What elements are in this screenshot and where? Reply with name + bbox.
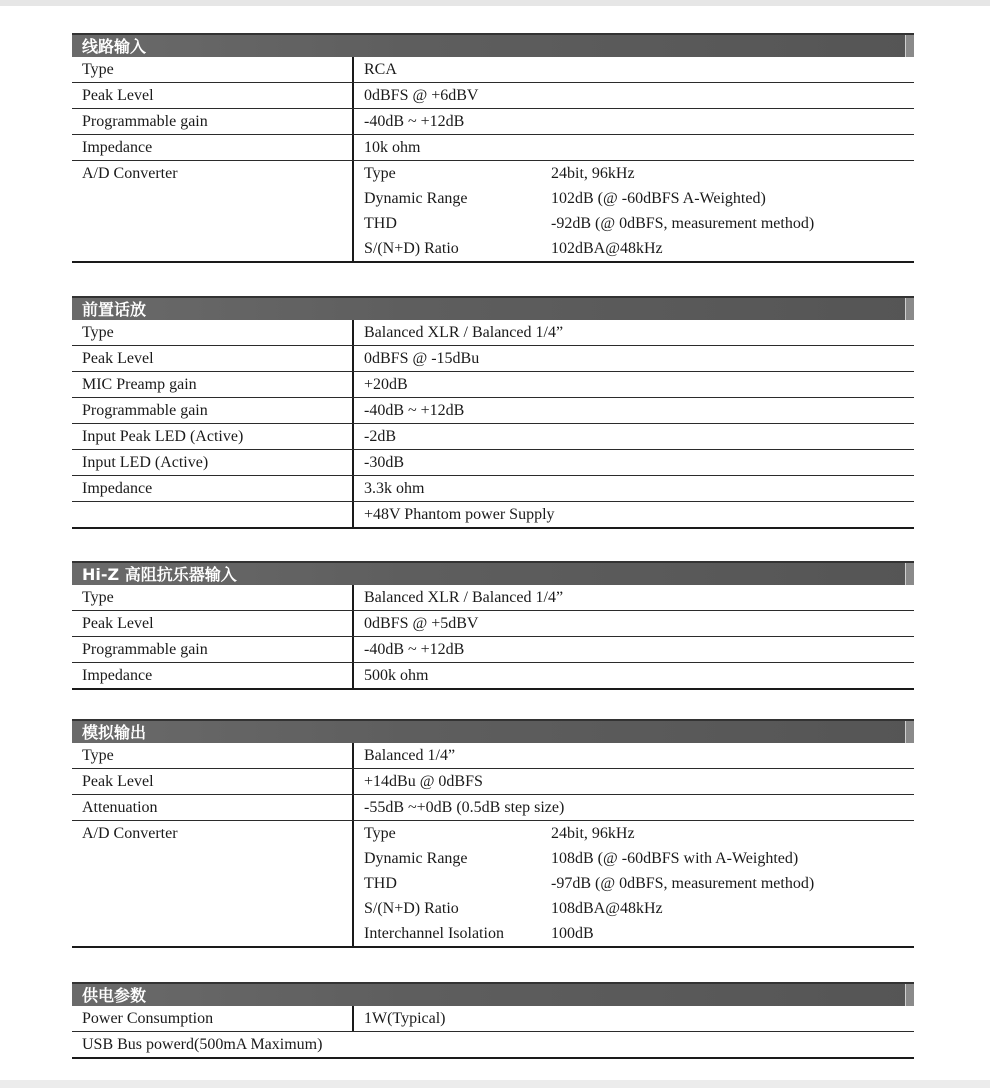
spec-value: -2dB — [352, 424, 914, 449]
sub-spec-label: Interchannel Isolation — [364, 925, 504, 942]
section-title: 前置话放 — [72, 296, 914, 320]
sub-spec-value: 24bit, 96kHz — [551, 165, 635, 182]
spec-label: Peak Level — [82, 773, 154, 790]
spec-row — [72, 320, 914, 346]
section-title: 线路输入 — [72, 33, 914, 57]
spec-row — [72, 135, 914, 161]
spec-value: -55dB ~+0dB (0.5dB step size) — [352, 795, 914, 820]
section-title: 模拟输出 — [72, 719, 914, 743]
sub-spec-row — [364, 211, 914, 236]
section-power — [72, 982, 914, 1059]
spec-value: 0dBFS @ +5dBV — [352, 611, 914, 636]
spec-value: 10k ohm — [352, 135, 914, 160]
spec-label: A/D Converter — [82, 825, 178, 842]
spec-sub-table — [352, 161, 914, 261]
sub-spec-row — [364, 871, 914, 896]
sub-spec-row — [364, 821, 914, 846]
spec-label: A/D Converter — [82, 165, 178, 182]
section-title: 供电参数 — [72, 982, 914, 1006]
spec-row — [72, 476, 914, 502]
spec-row — [72, 663, 914, 690]
spec-row — [72, 83, 914, 109]
sub-spec-value: 24bit, 96kHz — [551, 825, 635, 842]
sub-spec-row — [364, 161, 914, 186]
spec-row — [72, 398, 914, 424]
spec-label: Attenuation — [82, 799, 158, 816]
spec-row — [72, 57, 914, 83]
section-preamp — [72, 296, 914, 529]
spec-value: 0dBFS @ -15dBu — [352, 346, 914, 371]
sub-spec-label: S/(N+D) Ratio — [364, 900, 459, 917]
spec-label: Type — [82, 589, 114, 606]
spec-value: -40dB ~ +12dB — [352, 398, 914, 423]
spec-label: Input Peak LED (Active) — [82, 428, 244, 445]
spec-sub-table — [352, 821, 914, 946]
spec-label: USB Bus powerd(500mA Maximum) — [82, 1036, 323, 1053]
spec-row — [72, 372, 914, 398]
spec-label: Type — [82, 324, 114, 341]
spec-value: Balanced XLR / Balanced 1/4” — [352, 320, 914, 345]
spec-value: Balanced XLR / Balanced 1/4” — [352, 585, 914, 610]
spec-label: Impedance — [82, 667, 153, 684]
sub-spec-label: Dynamic Range — [364, 850, 468, 867]
spec-value: +20dB — [352, 372, 914, 397]
spec-row — [72, 1006, 914, 1032]
spec-value: +14dBu @ 0dBFS — [352, 769, 914, 794]
sub-spec-label: THD — [364, 215, 397, 232]
spec-value: 3.3k ohm — [352, 476, 914, 501]
spec-row — [72, 450, 914, 476]
spec-label: Programmable gain — [82, 402, 208, 419]
sub-spec-row — [364, 236, 914, 261]
spec-label: Peak Level — [82, 87, 154, 104]
spec-label: Input LED (Active) — [82, 454, 209, 471]
spec-row — [72, 769, 914, 795]
spec-row — [72, 743, 914, 769]
spec-value: -40dB ~ +12dB — [352, 637, 914, 662]
sub-spec-value: 108dB (@ -60dBFS with A-Weighted) — [551, 850, 799, 867]
sub-spec-row — [364, 896, 914, 921]
spec-label: Power Consumption — [82, 1010, 214, 1027]
spec-label: Peak Level — [82, 350, 154, 367]
spec-value: 0dBFS @ +6dBV — [352, 83, 914, 108]
spec-row — [72, 637, 914, 663]
spec-row — [72, 346, 914, 372]
spec-label — [72, 502, 352, 527]
top-border — [0, 0, 990, 6]
section-hi-z-input — [72, 561, 914, 690]
spec-label: Peak Level — [82, 615, 154, 632]
spec-row — [72, 585, 914, 611]
sub-spec-value: 108dBA@48kHz — [551, 900, 663, 917]
spec-row — [72, 161, 914, 263]
sub-spec-row — [364, 186, 914, 211]
spec-label: Type — [82, 747, 114, 764]
spec-value: -40dB ~ +12dB — [352, 109, 914, 134]
spec-value: +48V Phantom power Supply — [352, 502, 914, 527]
spec-row — [72, 424, 914, 450]
section-title: Hi-Z 高阻抗乐器输入 — [72, 561, 914, 585]
bottom-border — [0, 1080, 990, 1088]
spec-row — [72, 1032, 914, 1059]
spec-value: 1W(Typical) — [352, 1006, 914, 1031]
spec-label: MIC Preamp gain — [82, 376, 197, 393]
sub-spec-label: THD — [364, 875, 397, 892]
spec-row — [72, 611, 914, 637]
sub-spec-row — [364, 921, 914, 946]
sub-spec-row — [364, 846, 914, 871]
sub-spec-value: -92dB (@ 0dBFS, measurement method) — [551, 215, 815, 232]
section-analog-output — [72, 719, 914, 948]
spec-row — [72, 795, 914, 821]
spec-row — [72, 821, 914, 948]
section-line-input — [72, 33, 914, 263]
sub-spec-value: 100dB — [551, 925, 594, 942]
sub-spec-label: Type — [364, 165, 396, 182]
spec-label: Programmable gain — [82, 113, 208, 130]
spec-value: 500k ohm — [352, 663, 914, 688]
spec-row — [72, 502, 914, 529]
sub-spec-label: Type — [364, 825, 396, 842]
spec-label: Impedance — [82, 139, 153, 156]
sub-spec-label: S/(N+D) Ratio — [364, 240, 459, 257]
spec-value: Balanced 1/4” — [352, 743, 914, 768]
sub-spec-value: 102dBA@48kHz — [551, 240, 663, 257]
spec-label: Type — [82, 61, 114, 78]
sub-spec-value: 102dB (@ -60dBFS A-Weighted) — [551, 190, 766, 207]
sub-spec-label: Dynamic Range — [364, 190, 468, 207]
spec-row — [72, 109, 914, 135]
sub-spec-value: -97dB (@ 0dBFS, measurement method) — [551, 875, 815, 892]
spec-value: -30dB — [352, 450, 914, 475]
spec-label: Programmable gain — [82, 641, 208, 658]
spec-label: Impedance — [82, 480, 153, 497]
spec-value: RCA — [352, 57, 914, 82]
